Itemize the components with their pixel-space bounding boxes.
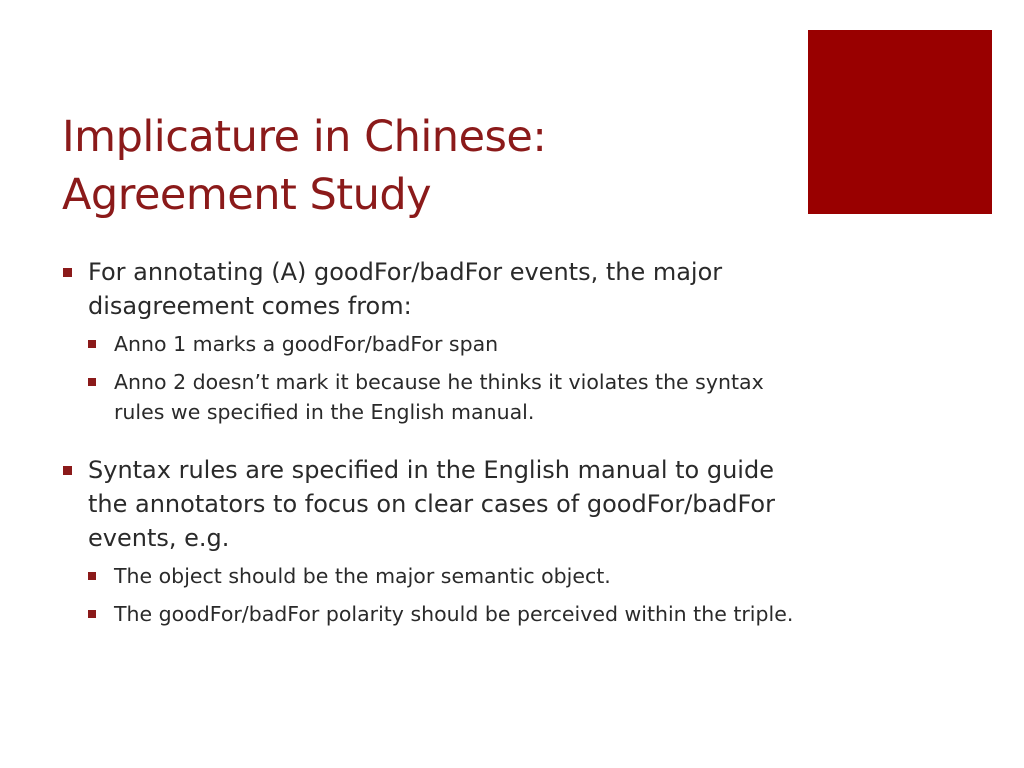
bullet-level-1 [62,255,802,323]
sub-bullet-text: The object should be the major semantic object. [114,564,611,588]
sub-bullet-text: The goodFor/badFor polarity should be perceived within the triple. [114,602,794,626]
square-bullet-icon [88,378,96,386]
slide-title [62,108,782,224]
bullet-text: For annotating (A) goodFor/badFor events, the major disagreement comes from: [88,258,723,320]
square-bullet-icon [88,340,96,348]
accent-block [808,30,992,214]
square-bullet-icon [88,610,96,618]
bullet-level-2 [62,329,802,359]
bullet-level-2 [62,561,802,591]
sub-bullet-text: Anno 2 doesn’t mark it because he thinks it violates the syntax rules we specified in the English manual. [114,370,764,424]
slide-body [62,255,802,629]
square-bullet-icon [63,268,72,277]
bullet-level-2 [62,367,802,427]
square-bullet-icon [63,466,72,475]
title-line-1: Implicature in Chinese: [62,112,547,162]
sub-bullet-text: Anno 1 marks a goodFor/badFor span [114,332,499,356]
bullet-level-2 [62,599,802,629]
title-line-2: Agreement Study [62,170,432,220]
square-bullet-icon [88,572,96,580]
bullet-text: Syntax rules are specified in the English manual to guide the annotators to focus on clear cases of goodFor/badFor events, e.g. [88,456,775,552]
bullet-level-1 [62,453,802,555]
